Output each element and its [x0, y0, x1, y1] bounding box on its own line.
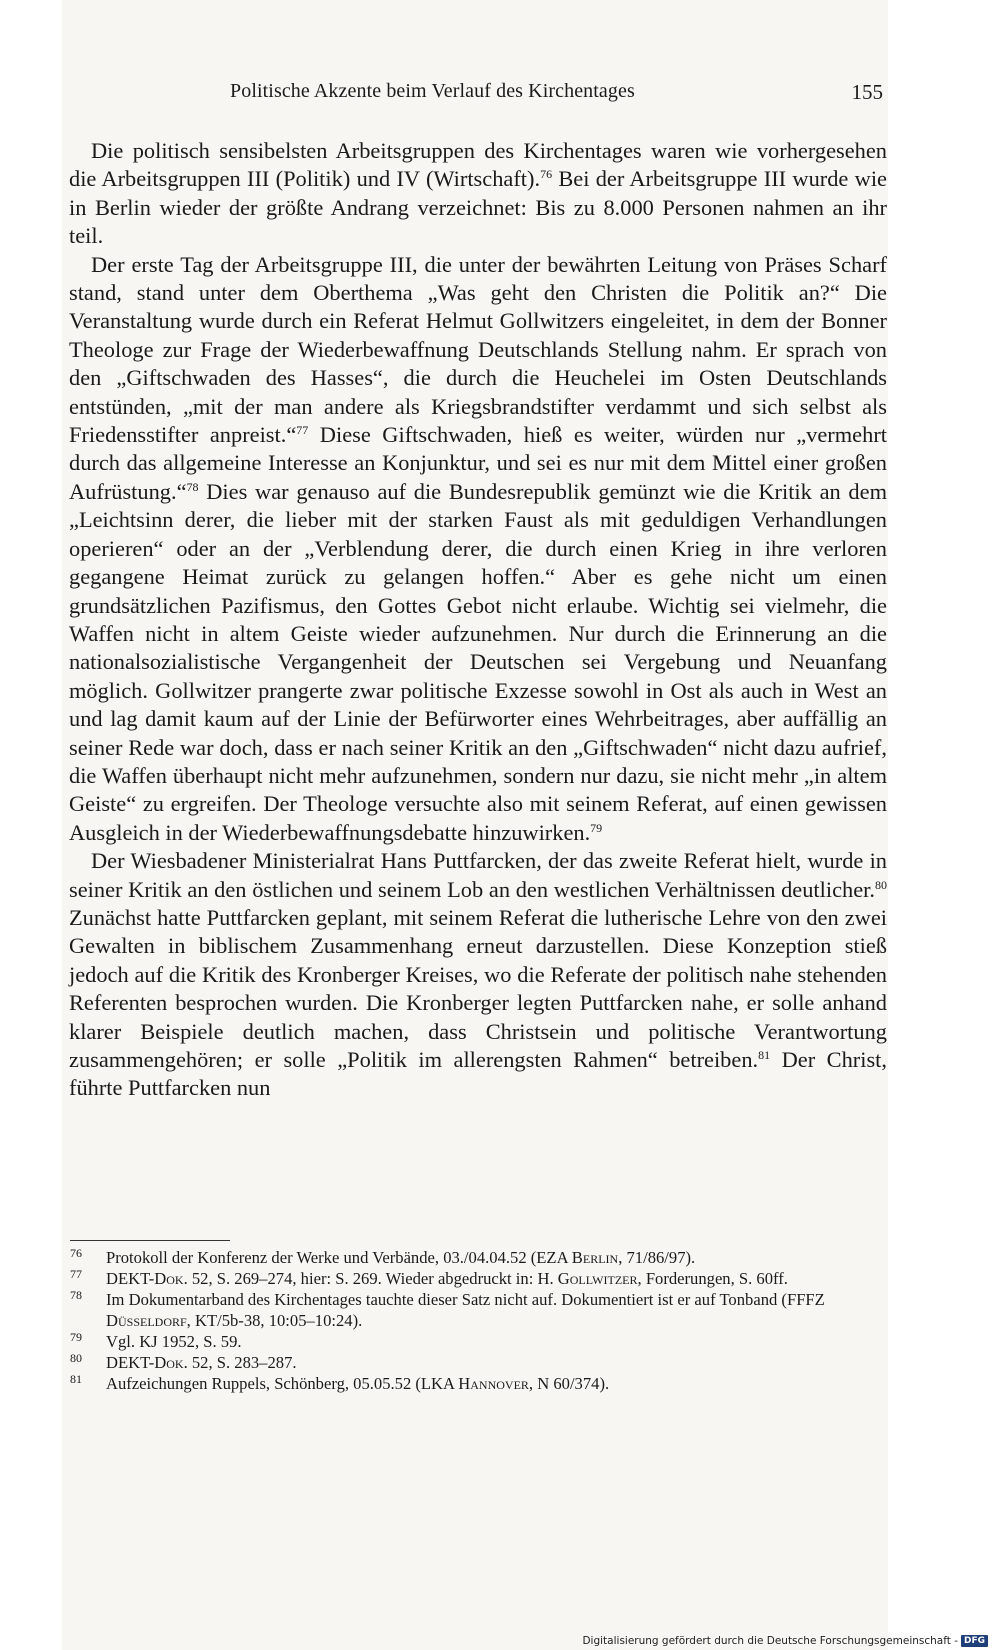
footnote-text-smallcaps: Düsseldorf	[106, 1311, 187, 1330]
footnote-number: 77	[70, 1267, 82, 1281]
paragraph-3	[69, 847, 887, 1103]
footnote-text: , N 60/374).	[528, 1374, 610, 1393]
text-run: Bei der Arbeitsgruppe III wurde wie in Berlin wieder der größte Andrang verzeichnet: Bis zu 8.000 Personen nahmen an ihr teil.	[69, 166, 887, 249]
footnote-81	[70, 1373, 888, 1394]
footnote-text: , 71/86/97).	[618, 1248, 696, 1267]
footnote-text: DEKT-	[106, 1269, 155, 1288]
footnote-text: , KT/5b-38, 10:05–10:24).	[186, 1311, 363, 1330]
text-run: Der Christ, führte Puttfarcken nun	[69, 1047, 887, 1101]
page-header	[62, 80, 888, 114]
footnote-ref-76[interactable]: 76	[540, 167, 553, 182]
footnote-76	[70, 1247, 888, 1268]
digitization-credit	[582, 1635, 988, 1647]
footnote-number: 78	[70, 1288, 82, 1302]
footnote-ref-81[interactable]: 81	[758, 1048, 771, 1062]
footnote-number: 76	[70, 1246, 82, 1260]
footnote-text: Im Dokumentarband des Kirchentages tauchte dieser Satz nicht auf. Dokumentiert ist er auf Tonband (FFFZ	[106, 1290, 825, 1309]
running-title: Politische Akzente beim Verlauf des Kirchentages	[230, 80, 635, 102]
footnotes	[70, 1247, 888, 1394]
credit-text: Digitalisierung gefördert durch die Deutsche Forschungsgemeinschaft -	[582, 1635, 958, 1647]
footnote-number: 79	[70, 1330, 82, 1344]
text-run: Die politisch sensibelsten Arbeitsgruppen des Kirchentages waren wie vorhergesehen die Arbeitsgruppen III (Politik) und IV (Wirtschaft).	[69, 138, 887, 192]
footnote-text-smallcaps: Gollwitzer	[557, 1269, 638, 1288]
footnote-separator	[70, 1240, 230, 1241]
footnote-number: 80	[70, 1351, 82, 1365]
body-text	[69, 137, 887, 1103]
text-run: Der Wiesbadener Ministerialrat Hans Puttfarcken, der das zweite Referat hielt, wurde in seiner Kritik an den östlichen und seinem Lob an den westlichen Verhältnissen deutlicher.	[69, 848, 887, 902]
book-page	[62, 0, 888, 1650]
footnote-text: Vgl. KJ 1952, S. 59.	[106, 1332, 242, 1351]
footnote-number: 81	[70, 1372, 82, 1386]
text-run: Dies war genauso auf die Bundesrepublik gemünzt wie die Kritik an dem „Leichtsinn derer, die lieber mit der starken Faust als mit geduldigen Verhandlungen operieren“ oder an der „Verblendung derer, die durch einen Krieg in ihre verloren gegangene Heimat zurück zu gelangen hoffen.“ Aber es gehe nicht um einen grundsätzlichen Pazifismus, den Gottes Gebot nicht erlaube. Wichtig sei vielmehr, die Waffen nicht in altem Geiste wieder aufzunehmen. Nur durch die Erinnerung an die nationalsozialistische Vergangenheit der Deutschen sei Vergebung und Neuanfang möglich. Gollwitzer prangerte zwar politische Exzesse sowohl in Ost als auch in West an und lag damit kaum auf der Linie der Befürworter eines Wehrbeitrages, aber auffällig an seiner Rede war doch, dass er nach seiner Kritik an den „Giftschwaden“ nicht dazu aufrief, die Waffen überhaupt nicht mehr aufzunehmen, sondern nur dazu, sie nicht mehr „in altem Geiste“ zu ergreifen. Der Theologe versuchte also mit seinem Referat, auf einen gewissen Ausgleich in der Wiederbewaffnungsdebatte hinzuwirken.	[69, 478, 887, 845]
footnote-80	[70, 1352, 888, 1373]
footnote-ref-79[interactable]: 79	[590, 820, 603, 835]
footnote-text-smallcaps: Hannover	[458, 1374, 529, 1393]
footnote-text-smallcaps: Dok	[154, 1269, 184, 1288]
footnote-ref-78[interactable]: 78	[186, 479, 199, 494]
dfg-logo: DFG	[961, 1635, 988, 1647]
footnote-text: . 52, S. 283–287.	[183, 1353, 297, 1372]
footnote-77	[70, 1268, 888, 1289]
footnote-ref-77[interactable]: 77	[296, 423, 309, 438]
page-number: 155	[851, 80, 883, 104]
footnote-text: Protokoll der Konferenz der Werke und Verbände, 03./04.04.52 (EZA	[106, 1248, 572, 1267]
footnote-text: Aufzeichungen Ruppels, Schönberg, 05.05.52 (LKA	[106, 1374, 459, 1393]
footnote-text-smallcaps: Berlin	[571, 1248, 619, 1267]
paragraph-1	[69, 137, 887, 251]
text-run: Diese Giftschwaden, hieß es weiter, würden nur „vermehrt durch das allgemeine Interesse an Konjunktur, und sei es nur mit dem Mittel einer großen Aufrüstung.“	[69, 422, 887, 504]
footnote-text: , Forderungen, S. 60ff.	[637, 1269, 788, 1288]
footnote-78	[70, 1289, 888, 1331]
footnote-text: . 52, S. 269–274, hier: S. 269. Wieder abgedruckt in: H.	[183, 1269, 558, 1288]
footnote-ref-80[interactable]: 80	[875, 877, 887, 892]
footnote-text: DEKT-	[106, 1353, 155, 1372]
text-run: Zunächst hatte Puttfarcken geplant, mit seinem Referat die lutherische Lehre von den zwei Gewalten in biblischem Zusammenhang erneut darzustellen. Diese Konzeption stieß jedoch auf die Kritik des Kronberger Kreises, wo die Referate der politisch nahe stehenden Referenten besprochen wurden. Die Kronberger legten Puttfarcken nahe, er solle anhand klarer Beispiele deutlich machen, dass Christsein und politische Verantwortung zusammengehören; er solle „Politik im allerengsten Rahmen“ betreiben.	[69, 904, 887, 1072]
footnote-79	[70, 1331, 888, 1352]
footnote-text-smallcaps: Dok	[154, 1353, 184, 1372]
text-run: Der erste Tag der Arbeitsgruppe III, die unter der bewährten Leitung von Präses Scharf stand, stand unter dem Oberthema „Was geht den Christen die Politik an?“ Die Veranstaltung wurde durch ein Referat Helmut Gollwitzers eingeleitet, in dem der Bonner Theologe zur Frage der Wiederbewaffnung Deutschlands Stellung nahm. Er sprach von den „Giftschwaden des Hasses“, die durch die Heuchelei im Osten Deutschlands entstünden, „mit der man andere als Kriegsbrandstifter verdammt und sich selbst als Friedensstifter anpreist.“	[69, 251, 887, 448]
paragraph-2	[69, 251, 887, 848]
